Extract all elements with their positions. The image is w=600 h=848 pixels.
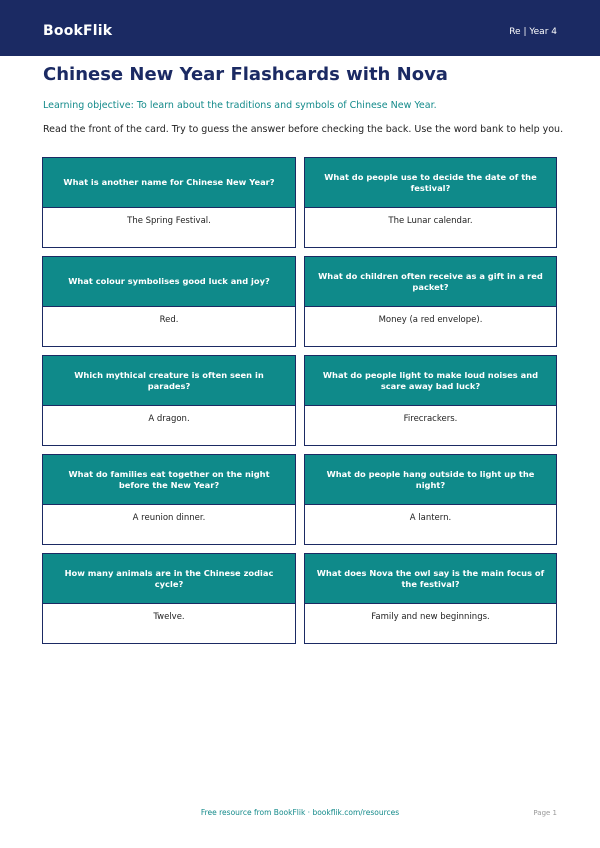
- flashcard: [304, 256, 557, 347]
- flashcard: [304, 157, 557, 248]
- flashcard-question: What do people light to make loud noises and scare away bad luck?: [305, 356, 556, 406]
- flashcard: [304, 454, 557, 545]
- page-number: Page 1: [533, 809, 557, 817]
- brand-logo-text[interactable]: BookFlik: [43, 23, 113, 39]
- header-meta: Re | Year 4: [509, 27, 557, 37]
- flashcard-question: What colour symbolises good luck and joy?: [43, 257, 295, 307]
- flashcard-question: How many animals are in the Chinese zodiac cycle?: [43, 554, 295, 604]
- flashcard-grid: [42, 157, 557, 644]
- flashcard-answer: Firecrackers.: [403, 414, 458, 424]
- learning-objective: Learning objective: To learn about the traditions and symbols of Chinese New Year.: [43, 100, 437, 111]
- flashcard-answer: Twelve.: [153, 612, 185, 622]
- flashcard: [304, 355, 557, 446]
- footer-link[interactable]: Free resource from BookFlik · bookflik.com/resources: [200, 808, 400, 817]
- flashcard-question: What do people hang outside to light up the night?: [305, 455, 556, 505]
- flashcard-question: What does Nova the owl say is the main focus of the festival?: [305, 554, 556, 604]
- flashcard-question: What is another name for Chinese New Year?: [43, 158, 295, 208]
- flashcard-answer: The Lunar calendar.: [388, 216, 473, 226]
- flashcard-answer: Family and new beginnings.: [371, 612, 490, 622]
- flashcard: [42, 157, 296, 248]
- flashcard: [42, 355, 296, 446]
- flashcard-question: What do children often receive as a gift in a red packet?: [305, 257, 556, 307]
- flashcard-answer: The Spring Festival.: [127, 216, 211, 226]
- header-bar: [0, 0, 600, 56]
- flashcard-answer: A dragon.: [148, 414, 190, 424]
- flashcard-question: Which mythical creature is often seen in parades?: [43, 356, 295, 406]
- flashcard: [42, 553, 296, 644]
- page-title: Chinese New Year Flashcards with Nova: [43, 64, 448, 85]
- flashcard-answer: Money (a red envelope).: [378, 315, 483, 325]
- flashcard-answer: Red.: [159, 315, 179, 325]
- flashcard: [42, 256, 296, 347]
- flashcard: [304, 553, 557, 644]
- flashcard-question: What do families eat together on the night before the New Year?: [43, 455, 295, 505]
- flashcard-question: What do people use to decide the date of the festival?: [305, 158, 556, 208]
- flashcard-answer: A lantern.: [409, 513, 452, 523]
- instructions: Read the front of the card. Try to guess the answer before checking the back. Use the word bank to help you.: [43, 124, 564, 135]
- flashcard: [42, 454, 296, 545]
- flashcard-answer: A reunion dinner.: [132, 513, 206, 523]
